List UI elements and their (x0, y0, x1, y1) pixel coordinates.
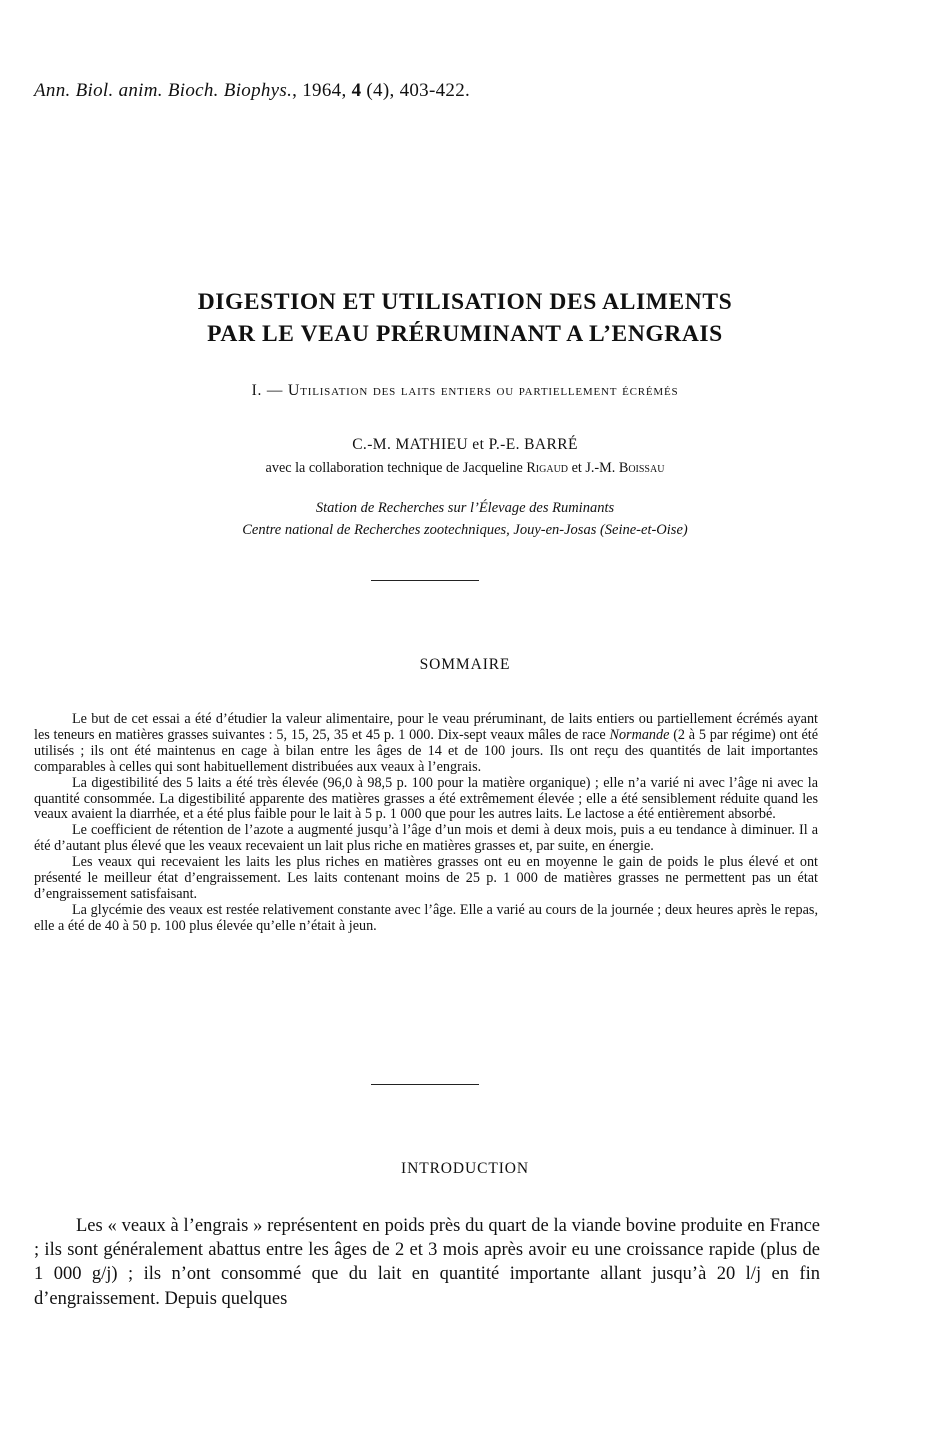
citation-year: , 1964, (292, 80, 352, 101)
summary-p1-part-b: (2 à 5 par régime) ont été utilisés ; ils ont été maintenus en cage à bilan entre les âges de 14 et de 100 jours. Ils ont reçu des quantités de lait importantes comparables à celles qui sont habituellement distribuées aux veaux à l’engrais. (34, 726, 819, 775)
summary-heading: SOMMAIRE (419, 656, 511, 673)
summary-paragraph-5: La glycémie des veaux est restée relativement constante avec l’âge. Elle a varié au cours de la journée ; deux heures après le repas, elle a été de 40 à 50 p. 100 plus élevée qu’elle n’était à jeun. (34, 901, 818, 934)
subtitle-prefix: I. — (251, 382, 288, 399)
collab-name-1: Rigaud (526, 460, 569, 476)
summary-paragraph-1 (34, 712, 818, 776)
collaboration-line (60, 460, 870, 477)
introduction-paragraph-1: Les « veaux à l’engrais » représentent en poids près du quart de la viande bovine produite en France ; ils sont généralement abattus entre les âges de 2 et 3 mois après avoir eu une croissance rapide (plus de 1 000 g/j) ; ils n’ont consommé que du lait en quantité importante allant jusqu’à 20 l/j en fin d’engraissement. Depuis quelques (34, 1216, 820, 1309)
summary-paragraph-2: La digestibilité des 5 laits a été très élevée (96,0 à 98,5 p. 100 pour la matière organique) ; elle n’a varié ni avec l’âge ni avec la quantité consommée. La digestibilité apparente des matières grasses a été extrêmement élevée ; elle a été sensiblement réduite quand les veaux avaient la diarrhée, et a été plus faible pour le lait à 5 p. 1 000 que pour les autres laits. Le lactose a été entièrement absorbé. (34, 774, 818, 823)
authors: C.-M. MATHIEU et P.-E. BARRÉ (352, 436, 578, 453)
divider-rule-top (371, 580, 479, 581)
citation-issue-pages: (4), 403-422. (361, 80, 471, 101)
collab-text-2: et J.-M. (568, 460, 619, 476)
journal-citation (34, 80, 470, 102)
summary-paragraph-4: Les veaux qui recevaient les laits les plus riches en matières grasses ont eu en moyenne le gain de poids le plus élevé et ont présenté le meilleur état d’engraissement. Les laits contenant moins de 25 p. 1 000 de matières grasses ne permettent pas un état d’engraissement satisfaisant. (34, 854, 818, 902)
title-line-1: DIGESTION ET UTILISATION DES ALIMENTS (197, 289, 733, 315)
summary-paragraph-3: Le coefficient de rétention de l’azote a augmenté jusqu’à l’âge d’un mois et demi à deux mois, puis a eu tendance à diminuer. Il a été d’autant plus élevé que les veaux recevaient un lait plus riche en matières grasses et, par suite, en énergie. (34, 822, 818, 855)
collab-text-1: avec la collaboration technique de Jacqueline (265, 460, 527, 476)
introduction-heading: INTRODUCTION (401, 1160, 529, 1177)
summary-body (34, 712, 818, 935)
title-line-2: PAR LE VEAU PRÉRUMINANT A L’ENGRAIS (207, 321, 723, 347)
affiliation-line-2: Centre national de Recherches zootechniques, Jouy-en-Josas (Seine-et-Oise) (242, 522, 688, 538)
article-subtitle (60, 382, 870, 400)
journal-name: Ann. Biol. anim. Bioch. Biophys. (34, 80, 293, 101)
affiliation-line-1: Station de Recherches sur l’Élevage des Ruminants (315, 500, 615, 516)
divider-rule-bottom (371, 1084, 479, 1085)
summary-p1-part-a: Le but de cet essai a été d’étudier la valeur alimentaire, pour le veau préruminant, de laits entiers ou partiellement écrémés ayant les teneurs en matières grasses suivantes : 5, 15, 25, 35 et 45 p. 1 000. Dix-sept veaux mâles de race (34, 711, 818, 743)
introduction-body (34, 1214, 820, 1311)
citation-volume: 4 (351, 80, 362, 101)
collab-name-2: Boissau (618, 460, 665, 476)
subtitle-text: Utilisation des laits entiers ou partiellement écrémés (287, 382, 679, 399)
breed-name: Normande (609, 726, 670, 743)
article-title (60, 286, 870, 350)
